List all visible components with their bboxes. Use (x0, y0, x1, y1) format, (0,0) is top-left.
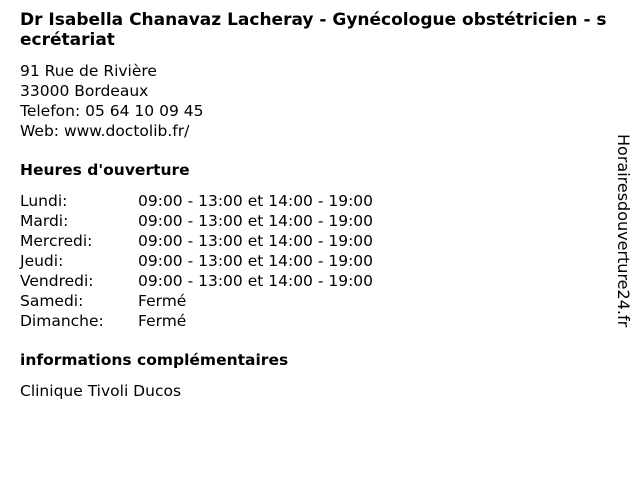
business-listing (20, 10, 610, 401)
day-label: Lundi: (20, 192, 68, 210)
site-watermark: Horairesdouverture24.fr (614, 134, 633, 328)
hours-row-wednesday (20, 231, 610, 251)
day-label: Jeudi: (20, 252, 64, 270)
additional-info-text: Clinique Tivoli Ducos (20, 382, 182, 400)
hours-row-saturday (20, 291, 610, 311)
time-range: 09:00 - 13:00 et 14:00 - 19:00 (138, 272, 374, 290)
hours-row-thursday (20, 251, 610, 271)
hours-row-friday (20, 271, 610, 291)
hours-row-monday (20, 191, 610, 211)
street-address: 91 Rue de Rivière (20, 62, 157, 80)
time-range: 09:00 - 13:00 et 14:00 - 19:00 (138, 212, 374, 230)
day-label: Mercredi: (20, 232, 93, 250)
time-range: Fermé (138, 292, 187, 310)
hours-row-sunday (20, 311, 610, 331)
additional-info-heading: informations complémentaires (20, 351, 289, 369)
city-postcode: 33000 Bordeaux (20, 82, 149, 100)
day-label: Samedi: (20, 292, 84, 310)
time-range: 09:00 - 13:00 et 14:00 - 19:00 (138, 232, 374, 250)
day-label: Mardi: (20, 212, 69, 230)
day-label: Vendredi: (20, 272, 94, 290)
website-link[interactable]: Web: www.doctolib.fr/ (20, 122, 190, 140)
time-range: 09:00 - 13:00 et 14:00 - 19:00 (138, 252, 374, 270)
opening-hours-heading: Heures d'ouverture (20, 161, 190, 179)
page-title: Dr Isabella Chanavaz Lacheray - Gynécologue obstétricien - secrétariat (20, 10, 607, 50)
phone-number: Telefon: 05 64 10 09 45 (20, 102, 204, 120)
hours-row-tuesday (20, 211, 610, 231)
address-block (20, 61, 610, 141)
time-range: Fermé (138, 312, 187, 330)
day-label: Dimanche: (20, 312, 104, 330)
time-range: 09:00 - 13:00 et 14:00 - 19:00 (138, 192, 374, 210)
opening-hours-table (20, 191, 610, 331)
